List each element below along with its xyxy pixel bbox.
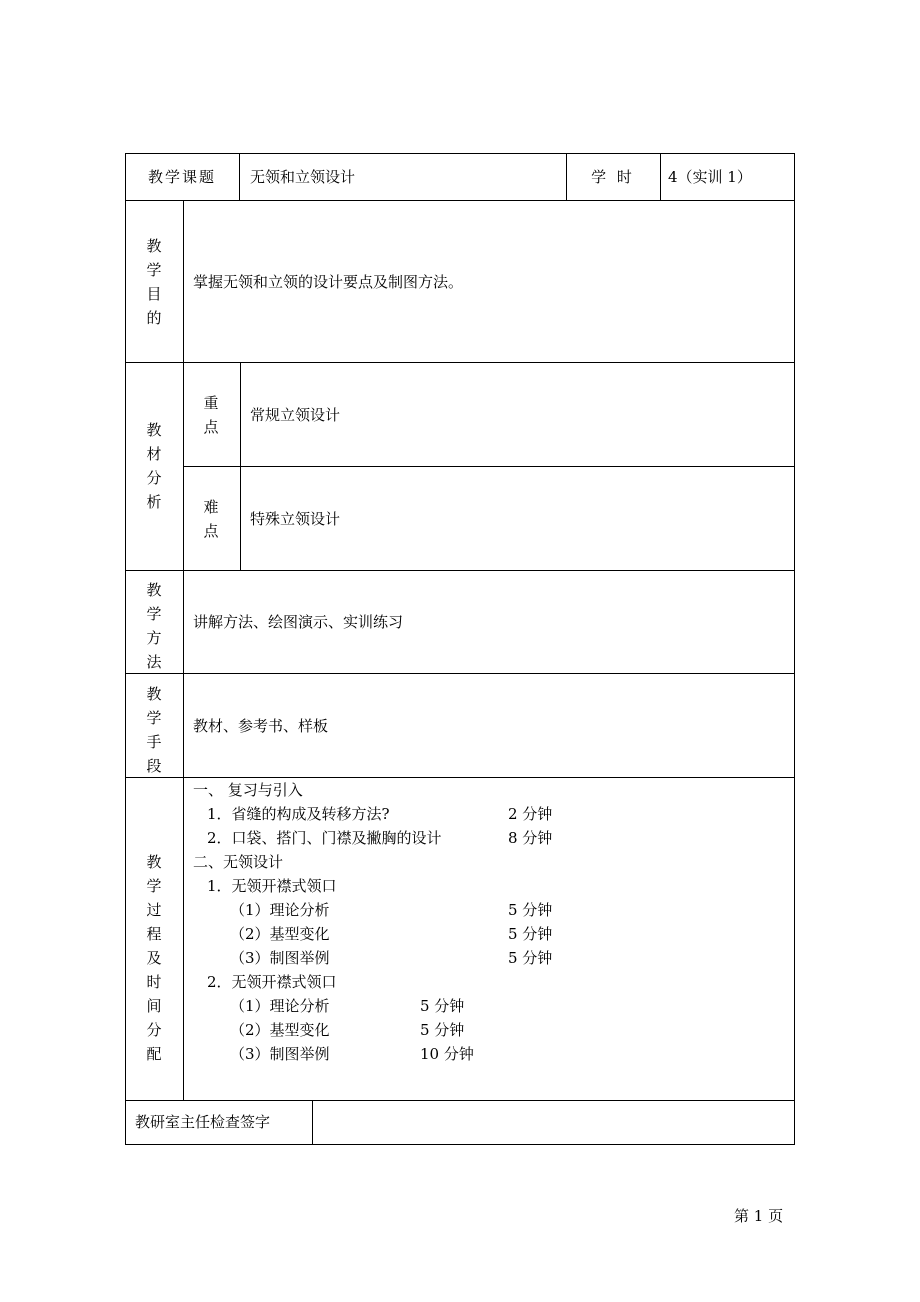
process-time: 2 分钟 [508, 805, 553, 823]
table-border-right [794, 153, 795, 1145]
method-text: 讲解方法、绘图演示、实训练习 [193, 613, 404, 631]
process-time: 5 分钟 [420, 997, 465, 1015]
key-point-text: 常规立领设计 [250, 406, 341, 424]
key-point-label: 重 点 [203, 394, 219, 436]
divider [312, 1100, 313, 1145]
process-time: 5 分钟 [420, 1021, 465, 1039]
process-time: 8 分钟 [508, 829, 553, 847]
hours-value: 4（实训 1） [668, 168, 752, 186]
difficulty-label: 难 点 [203, 498, 219, 540]
divider [125, 362, 795, 363]
process-line: 1．无领开襟式领口 [207, 877, 337, 895]
process-line: 一、 复习与引入 [193, 781, 303, 799]
divider [240, 362, 241, 571]
means-text: 教材、参考书、样板 [193, 717, 329, 735]
process-line: （2）基型变化 [230, 1021, 330, 1039]
objective-text: 掌握无领和立领的设计要点及制图方法。 [193, 273, 464, 291]
process-line: （1）理论分析 [230, 997, 330, 1015]
divider [125, 1100, 795, 1101]
topic-label: 教学课题 [147, 168, 216, 186]
objective-label: 教 学 目 的 [146, 237, 162, 327]
process-label: 教 学 过 程 及 时 间 分 配 [146, 853, 162, 1063]
divider [183, 200, 184, 1100]
process-time: 10 分钟 [420, 1045, 474, 1063]
divider [183, 466, 795, 467]
divider [125, 200, 795, 201]
page-number: 第 1 页 [734, 1207, 784, 1225]
process-line: （2）基型变化 [230, 925, 330, 943]
process-line: 2．无领开襟式领口 [207, 973, 337, 991]
process-line: （1）理论分析 [230, 901, 330, 919]
process-line: （3）制图举例 [230, 949, 330, 967]
process-time: 5 分钟 [508, 925, 553, 943]
analysis-label: 教 材 分 析 [146, 421, 162, 511]
process-line: （3）制图举例 [230, 1045, 330, 1063]
difficulty-text: 特殊立领设计 [250, 510, 341, 528]
hours-label: 学 时 [591, 168, 635, 186]
process-time: 5 分钟 [508, 901, 553, 919]
process-time: 5 分钟 [508, 949, 553, 967]
divider [125, 570, 795, 571]
topic-value: 无领和立领设计 [250, 168, 356, 186]
process-line: 1．省缝的构成及转移方法? [207, 805, 390, 823]
signature-label: 教研室主任检查签字 [135, 1113, 271, 1131]
method-label: 教 学 方 法 [146, 581, 162, 671]
means-label: 教 学 手 段 [146, 685, 162, 775]
divider [239, 153, 240, 201]
divider [125, 777, 795, 778]
process-line: 二、无领设计 [193, 853, 284, 871]
table-border-bottom [125, 1144, 795, 1145]
table-border-top [125, 153, 795, 154]
divider [125, 673, 795, 674]
process-line: 2．口袋、搭门、门襟及撇胸的设计 [207, 829, 442, 847]
divider [660, 153, 661, 201]
